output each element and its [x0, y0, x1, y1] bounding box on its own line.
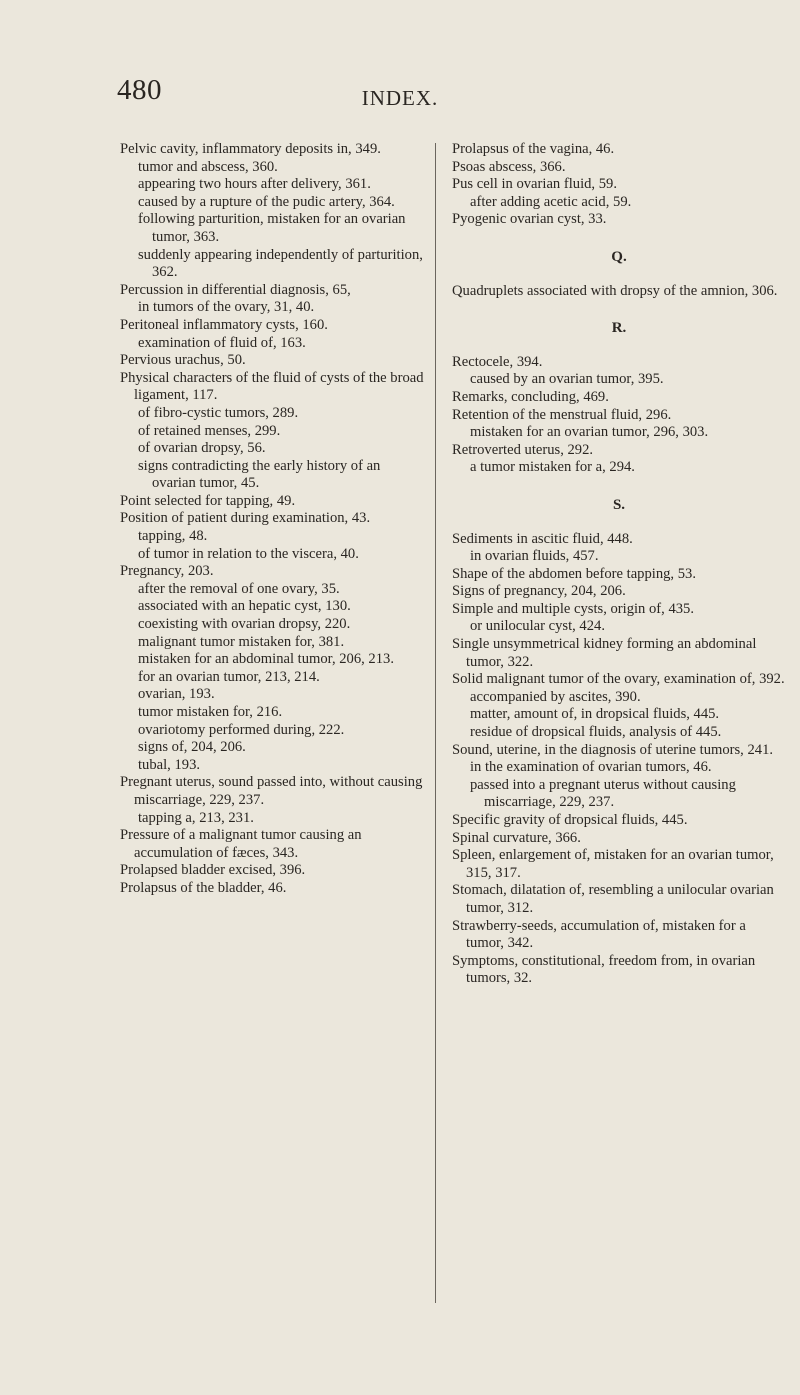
- index-entry: Sediments in ascitic fluid, 448.: [452, 530, 633, 547]
- page-number: 480: [117, 74, 162, 106]
- index-subentry: tapping, 48.: [138, 528, 208, 545]
- index-subentry: passed into a pregnant uterus without causing miscarriage, 229, 237.: [470, 776, 736, 811]
- index-entry: Pervious urachus, 50.: [120, 352, 246, 369]
- index-subentry: after the removal of one ovary, 35.: [138, 580, 340, 597]
- section-letter: R.: [611, 320, 627, 337]
- index-entry: Stomach, dilatation of, resembling a unilocular ovarian tumor, 312.: [452, 882, 774, 916]
- index-entry: Psoas abscess, 366.: [452, 158, 566, 175]
- index-subentry: of retained menses, 299.: [138, 422, 281, 439]
- index-entry: Physical characters of the fluid of cysts of the broad ligament, 117.: [120, 369, 424, 404]
- index-entry: Point selected for tapping, 49.: [120, 492, 296, 509]
- index-subentry: accompanied by ascites, 390.: [470, 688, 641, 705]
- index-entry: Pelvic cavity, inflammatory deposits in, 349.: [120, 141, 381, 157]
- index-subentry: malignant tumor mistaken for, 381.: [138, 633, 345, 650]
- index-entry: Prolapsed bladder excised, 396.: [120, 862, 306, 879]
- index-subentry: suddenly appearing independently of parturition, 362.: [138, 246, 423, 281]
- index-entry: Single unsymmetrical kidney forming an abdominal tumor, 322.: [452, 636, 757, 670]
- running-head: INDEX.: [361, 86, 439, 110]
- index-column-right: [452, 141, 786, 988]
- index-entry: Position of patient during examination, 43.: [120, 510, 371, 527]
- index-entry: Retention of the menstrual fluid, 296.: [452, 406, 672, 423]
- index-subentry: of ovarian dropsy, 56.: [138, 440, 266, 457]
- index-entry: Strawberry-seeds, accumulation of, mistaken for a tumor, 342.: [452, 917, 746, 952]
- section-letter: Q.: [611, 248, 627, 265]
- index-subentry: appearing two hours after delivery, 361.: [138, 176, 371, 193]
- index-subentry: after adding acetic acid, 59.: [470, 193, 632, 210]
- section-letter: S.: [612, 496, 626, 513]
- index-subentry: caused by a rupture of the pudic artery, 364.: [138, 193, 395, 210]
- index-entry: Remarks, concluding, 469.: [452, 388, 609, 405]
- index-entry: Sound, uterine, in the diagnosis of uterine tumors, 241.: [452, 741, 774, 758]
- index-entry: Simple and multiple cysts, origin of, 435.: [452, 600, 694, 617]
- index-subentry: in the examination of ovarian tumors, 46.: [470, 759, 712, 776]
- index-entry: Percussion in differential diagnosis, 65,: [120, 281, 351, 298]
- index-subentry: for an ovarian tumor, 213, 214.: [138, 668, 320, 685]
- index-subentry: matter, amount of, in dropsical fluids, 445.: [470, 706, 720, 723]
- index-entry: Retroverted uterus, 292.: [452, 441, 594, 458]
- index-subentry: associated with an hepatic cyst, 130.: [138, 598, 351, 615]
- index-entry: Peritoneal inflammatory cysts, 160.: [120, 316, 328, 333]
- index-column-left: [120, 141, 424, 898]
- index-entry: Pregnant uterus, sound passed into, without causing miscarriage, 229, 237.: [120, 774, 423, 808]
- index-entry: Solid malignant tumor of the ovary, examination of, 392.: [452, 671, 785, 688]
- index-subentry: signs contradicting the early history of an ovarian tumor, 45.: [138, 457, 381, 492]
- index-subentry: or unilocular cyst, 424.: [470, 618, 605, 635]
- column-divider: [435, 143, 436, 1303]
- index-subentry: tumor and abscess, 360.: [138, 158, 278, 175]
- index-entry: Rectocele, 394.: [452, 353, 543, 370]
- index-subentry: residue of dropsical fluids, analysis of 445.: [470, 724, 722, 741]
- index-entry: Pregnancy, 203.: [120, 563, 214, 580]
- index-subentry: mistaken for an ovarian tumor, 296, 303.: [470, 424, 709, 441]
- index-entry: Pyogenic ovarian cyst, 33.: [452, 211, 607, 228]
- index-subentry: in ovarian fluids, 457.: [470, 548, 599, 565]
- index-entry: Pus cell in ovarian fluid, 59.: [452, 176, 617, 193]
- index-entry: Symptoms, constitutional, freedom from, in ovarian tumors, 32.: [452, 952, 756, 987]
- index-subentry: in tumors of the ovary, 31, 40.: [138, 299, 315, 316]
- index-subentry: mistaken for an abdominal tumor, 206, 213.: [138, 651, 394, 668]
- index-entry: Prolapsus of the vagina, 46.: [452, 141, 615, 157]
- index-subentry: tubal, 193.: [138, 756, 201, 773]
- index-subentry: tumor mistaken for, 216.: [138, 704, 283, 720]
- index-subentry: coexisting with ovarian dropsy, 220.: [138, 616, 351, 633]
- index-entry: Spleen, enlargement of, mistaken for an ovarian tumor, 315, 317.: [452, 847, 774, 881]
- index-subentry: ovariotomy performed during, 222.: [138, 721, 345, 738]
- index-subentry: caused by an ovarian tumor, 395.: [470, 371, 664, 388]
- index-subentry: ovarian, 193.: [138, 686, 215, 703]
- index-entry: Specific gravity of dropsical fluids, 445.: [452, 812, 688, 828]
- index-subentry: tapping a, 213, 231.: [138, 809, 254, 826]
- index-entry: Prolapsus of the bladder, 46.: [120, 879, 287, 896]
- index-entry: Pressure of a malignant tumor causing an accumulation of fæces, 343.: [120, 827, 362, 861]
- index-subentry: examination of fluid of, 163.: [138, 334, 306, 351]
- index-subentry: signs of, 204, 206.: [138, 739, 246, 756]
- index-subentry: a tumor mistaken for a, 294.: [470, 459, 635, 476]
- index-entry: Shape of the abdomen before tapping, 53.: [452, 565, 696, 582]
- index-subentry: of tumor in relation to the viscera, 40.: [138, 545, 359, 562]
- index-subentry: following parturition, mistaken for an ovarian tumor, 363.: [138, 211, 406, 245]
- index-subentry: of fibro-cystic tumors, 289.: [138, 404, 299, 421]
- index-entry: Spinal curvature, 366.: [452, 829, 581, 846]
- index-entry: Quadruplets associated with dropsy of the amnion, 306.: [452, 282, 778, 299]
- index-entry: Signs of pregnancy, 204, 206.: [452, 583, 626, 600]
